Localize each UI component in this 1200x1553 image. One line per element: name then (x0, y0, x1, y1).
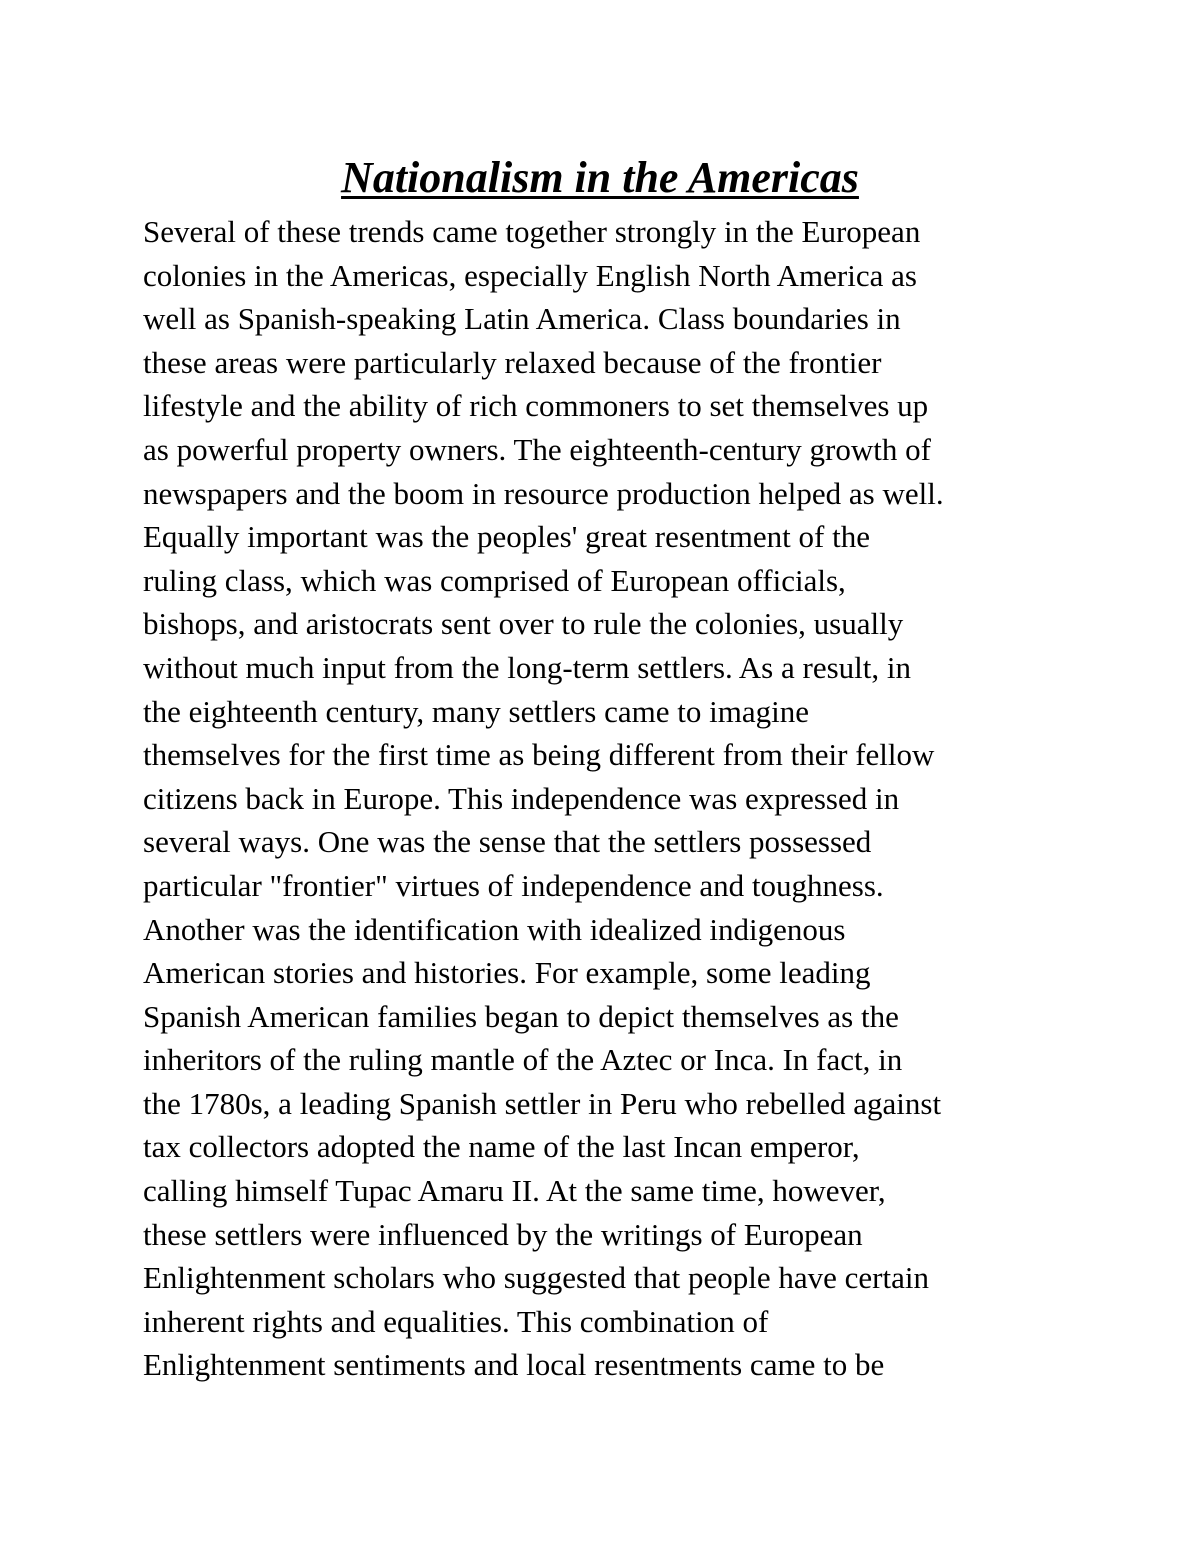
document-title (0, 150, 1200, 206)
body-line: the eighteenth century, many settlers came to imagine (143, 693, 809, 729)
body-line: Another was the identification with idealized indigenous (143, 911, 846, 947)
body-line: tax collectors adopted the name of the last Incan emperor, (143, 1129, 860, 1165)
body-line: lifestyle and the ability of rich commoners to set themselves up (143, 388, 929, 424)
body-line: inherent rights and equalities. This combination of (143, 1303, 769, 1339)
document-body (143, 210, 1143, 1387)
body-line: Spanish American families began to depict themselves as the (143, 998, 899, 1034)
body-line: Several of these trends came together strongly in the European (143, 214, 921, 249)
body-line: well as Spanish-speaking Latin America. Class boundaries in (143, 301, 901, 337)
body-line: citizens back in Europe. This independence was expressed in (143, 780, 900, 816)
body-line: Enlightenment scholars who suggested that people have certain (143, 1260, 929, 1296)
body-line: themselves for the first time as being different from their fellow (143, 737, 935, 773)
body-line: newspapers and the boom in resource production helped as well. (143, 475, 944, 511)
body-line: bishops, and aristocrats sent over to rule the colonies, usually (143, 606, 904, 642)
body-line: calling himself Tupac Amaru II. At the same time, however, (143, 1173, 886, 1209)
body-line: ruling class, which was comprised of European officials, (143, 562, 846, 598)
body-line: Enlightenment sentiments and local resentments came to be (143, 1347, 885, 1383)
body-line: inheritors of the ruling mantle of the Aztec or Inca. In fact, in (143, 1042, 903, 1078)
document-title-text: Nationalism in the Americas (341, 153, 859, 202)
body-line: these areas were particularly relaxed because of the frontier (143, 344, 882, 380)
body-line: without much input from the long-term settlers. As a result, in (143, 649, 911, 685)
body-line: as powerful property owners. The eighteenth-century growth of (143, 431, 931, 467)
body-line: Equally important was the peoples' great resentment of the (143, 519, 870, 555)
body-line: particular "frontier" virtues of independence and toughness. (143, 867, 884, 903)
body-line: these settlers were influenced by the writings of European (143, 1216, 863, 1252)
body-line: colonies in the Americas, especially English North America as (143, 257, 917, 293)
body-line: the 1780s, a leading Spanish settler in Peru who rebelled against (143, 1085, 942, 1121)
body-line: American stories and histories. For example, some leading (143, 955, 871, 991)
body-line: several ways. One was the sense that the settlers possessed (143, 824, 872, 860)
